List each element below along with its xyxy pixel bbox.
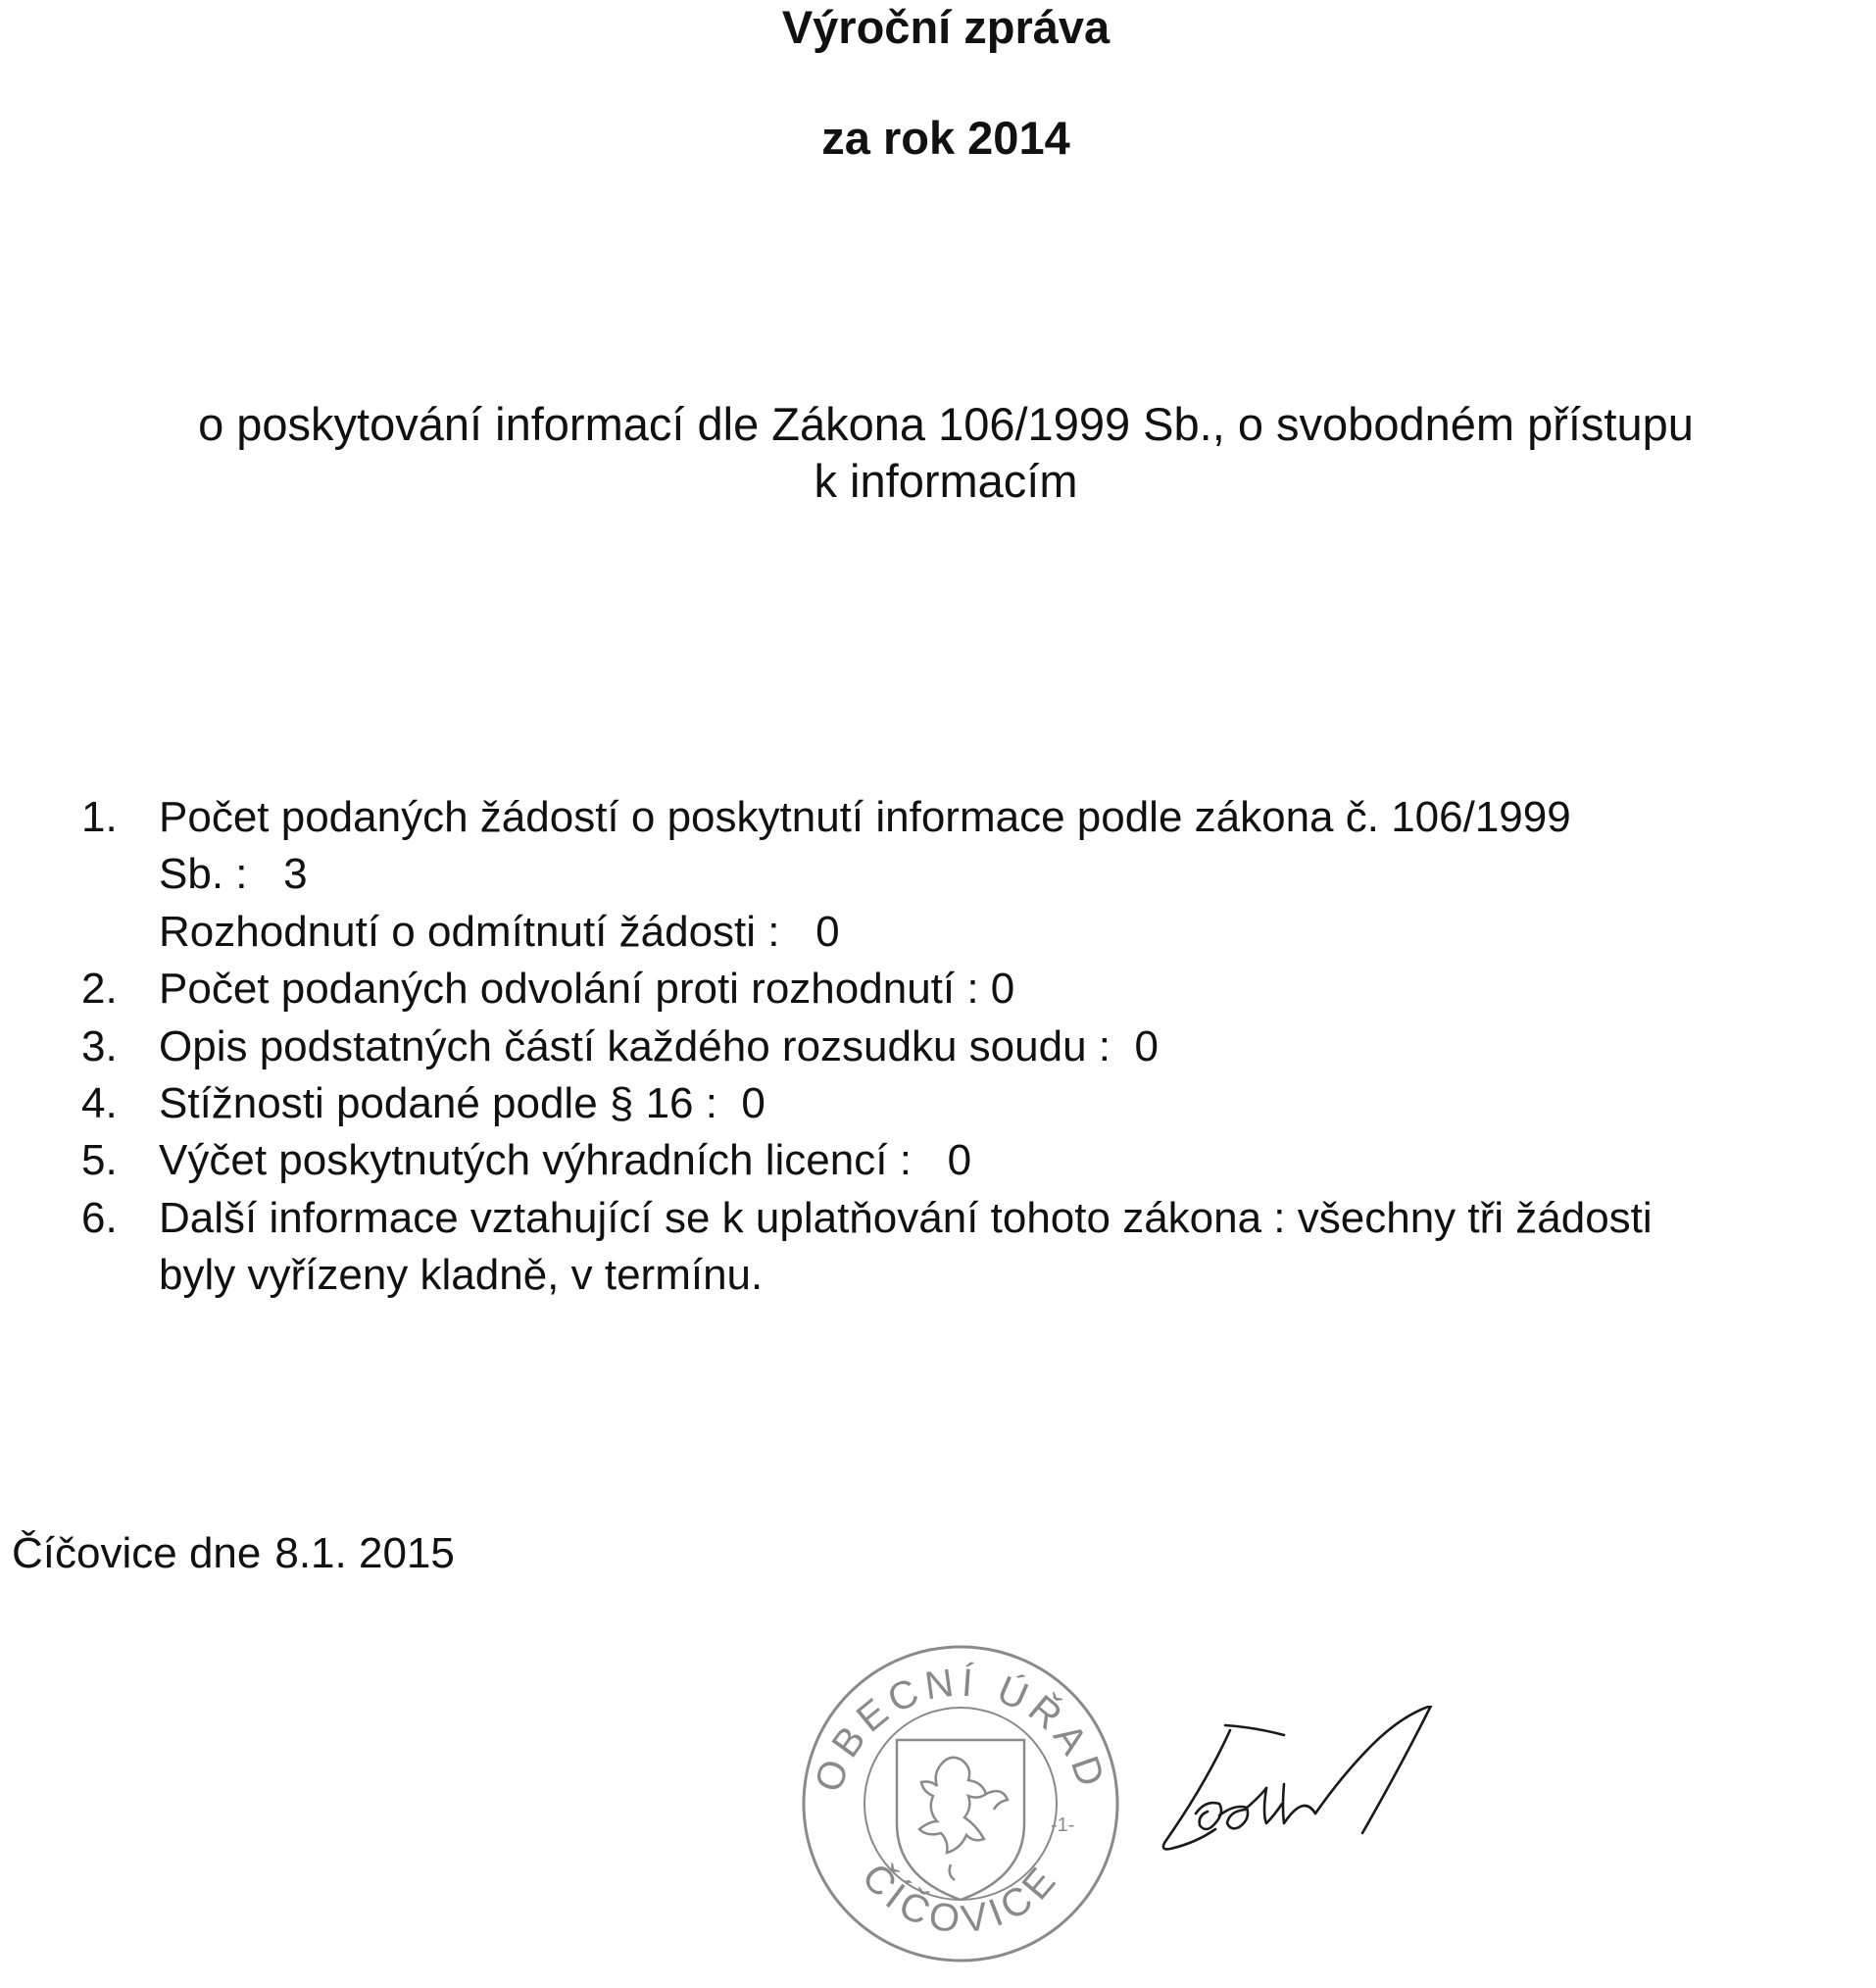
title-line1: Výroční zpráva	[781, 1, 1111, 53]
item-text: Stížnosti podané podle § 16 : 0	[159, 1078, 765, 1127]
item-text: Sb. : 3	[159, 850, 308, 899]
list-item	[0, 789, 1876, 961]
stamp-number: -1-	[1051, 1814, 1075, 1836]
item-number: 6.	[81, 1193, 118, 1242]
item-number: 4.	[81, 1078, 118, 1127]
place-label: Číčovice dne	[12, 1529, 262, 1577]
handwritten-signature	[1137, 1706, 1549, 1863]
item-text: Počet podaných odvolání proti rozhodnutí : 0	[159, 965, 1015, 1014]
item-text: byly vyřízeny kladně, v termínu.	[159, 1251, 764, 1300]
item-number: 1.	[81, 793, 118, 841]
item-text: Další informace vztahující se k uplatňování tohoto zákona : všechny tři žádosti	[159, 1193, 1653, 1242]
stamp-text-top: OBECNÍ ÚŘAD	[807, 1661, 1114, 1798]
item-number: 2.	[81, 965, 118, 1014]
official-stamp	[794, 1637, 1127, 1970]
item-text: Opis podstatných částí každého rozsudku soudu : 0	[159, 1021, 1159, 1070]
lion-shield-icon	[897, 1740, 1024, 1900]
list-item	[0, 1132, 1876, 1189]
item-text: Rozhodnutí o odmítnutí žádosti : 0	[159, 907, 840, 956]
subtitle-line1: o poskytování informací dle Zákona 106/1999 Sb., o svobodném přístupu	[198, 398, 1694, 450]
list-item	[0, 961, 1876, 1018]
list-item	[0, 1019, 1876, 1075]
item-text: Výčet poskytnutých výhradních licencí : 0	[159, 1136, 972, 1185]
subtitle-line2: k informacím	[814, 455, 1078, 507]
title-line2: za rok 2014	[821, 112, 1070, 164]
place-and-date	[12, 1525, 455, 1582]
item-number: 5.	[81, 1136, 118, 1185]
item-number: 3.	[81, 1021, 118, 1070]
list-item	[0, 1075, 1876, 1132]
date-value: 8.1. 2015	[274, 1529, 455, 1577]
list-item	[0, 1190, 1876, 1305]
report-items-list	[0, 789, 1876, 1305]
stamp-text-bottom: ČÍČOVICE	[853, 1855, 1068, 1943]
item-text: Počet podaných žádostí o poskytnutí informace podle zákona č. 106/1999	[159, 793, 1571, 841]
